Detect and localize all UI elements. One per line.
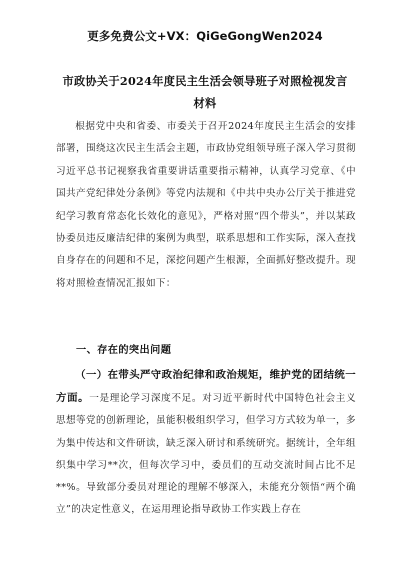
intro-paragraph: 根据党中央和省委、市委关于召开2024年度民主生活会的安排部署，围绕这次民主生活会主题，市政协党组领导班子深入学习贯彻习近平总书记视察我省重要讲话重要指示精神，认真学习党章、《中国共产党纪律处分条例》等党内法规和《中共中央办公厅关于推进党纪学习教育常态化长效化的意见》，严格对照“四个带头”，并以某政协委员违反廉洁纪律的案例为典型，联系思想和工作实际，深入查找自身存在的问题和不足，深挖问题产生根源，全面抓好整改提升。现将对照检查情况汇报如下： xyxy=(56,121,356,289)
subsection-1-paragraph xyxy=(56,364,356,521)
subsection-1-heading: （一）在带头严守政治纪律和政治规矩，维护党的团结统一方面。 xyxy=(56,369,356,405)
section-heading-problems: 一、存在的突出问题 xyxy=(76,345,172,356)
subsection-1 xyxy=(56,364,356,521)
promo-banner: 更多免费公文+VX：QiGeGongWen2024 xyxy=(87,29,323,43)
subsection-1-text: 一是理论学习深度不足。对习近平新时代中国特色社会主义思想等党的创新理论，虽能积极组织学习，但学习方式较为单一，多为集中传达和文件研读，缺乏深入研讨和系统研究。据统计，全年组织集中学习**次，但每次学习中，委员们的互动交流时间占比不足**%。导致部分委员对理论的理解不够深入，未能充分领悟“两个确立”的决定性意义，在运用理论指导政协工作实践上存在 xyxy=(56,393,357,516)
intro-section xyxy=(56,116,356,295)
document-title: 市政协关于2024年度民主生活会领导班子对照检视发言材料 xyxy=(62,74,348,110)
